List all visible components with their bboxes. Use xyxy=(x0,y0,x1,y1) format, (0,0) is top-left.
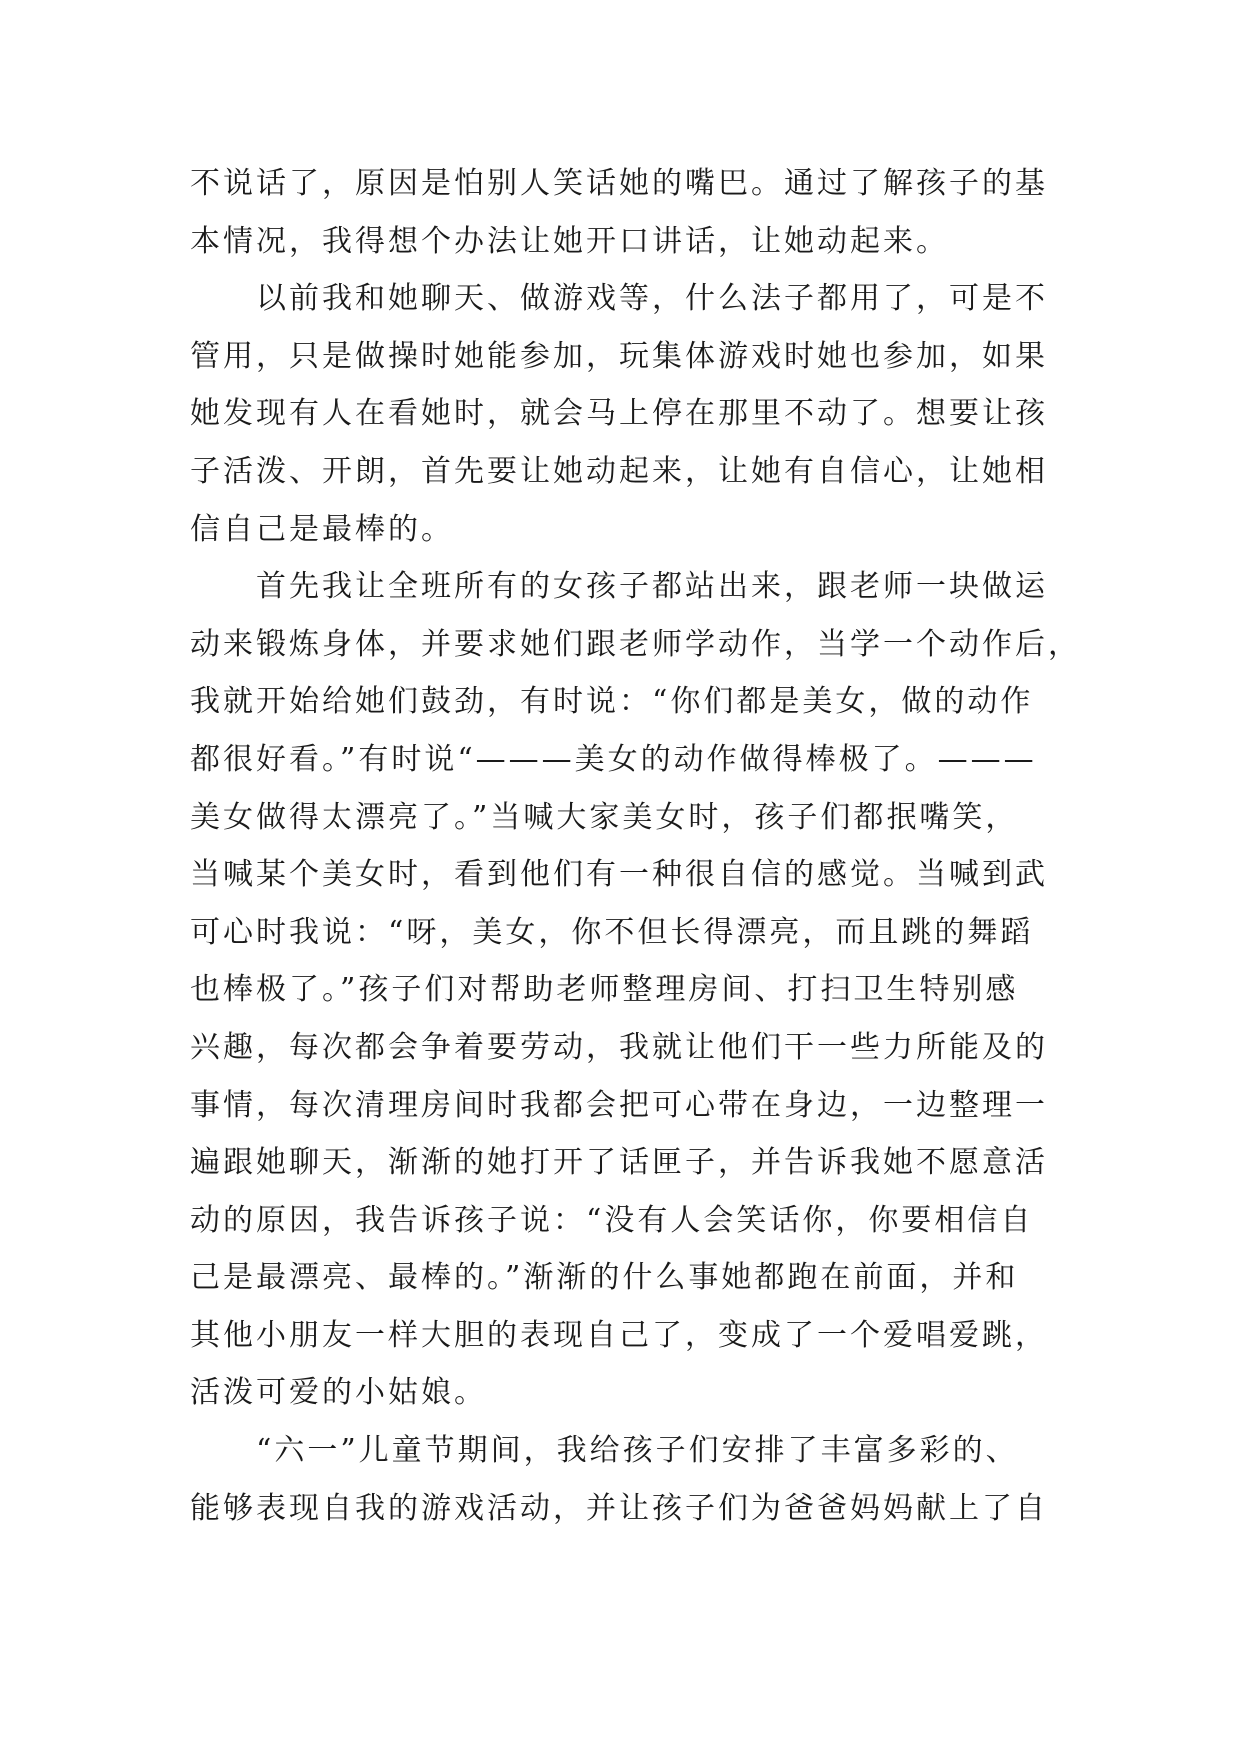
text-line: 也棒极了。”孩子们对帮助老师整理房间、打扫卫生特别感 xyxy=(190,972,1019,1008)
text-line: 遍跟她聊天，渐渐的她打开了话匣子，并告诉我她不愿意活 xyxy=(190,1145,1048,1181)
text-line: 己是最漂亮、最棒的。”渐渐的什么事她都跑在前面，并和 xyxy=(190,1260,1019,1296)
text-line: 动的原因，我告诉孩子说：“没有人会笑话你，你要相信自 xyxy=(190,1202,1034,1238)
paragraph xyxy=(190,558,1081,1422)
text-line: 兴趣，每次都会争着要劳动，我就让他们干一些力所能及的 xyxy=(190,1029,1048,1065)
text-line: 当喊某个美女时，看到他们有一种很自信的感觉。当喊到武 xyxy=(190,857,1048,893)
text-line: 能够表现自我的游戏活动，并让孩子们为爸爸妈妈献上了自 xyxy=(190,1490,1048,1526)
text-line: 都很好看。”有时说“———美女的动作做得棒极了。——— xyxy=(190,741,1037,777)
paragraph xyxy=(190,1422,1050,1537)
text-line: 不说话了，原因是怕别人笑话她的嘴巴。通过了解孩子的基 xyxy=(190,166,1048,201)
text-line: 活泼可爱的小姑娘。 xyxy=(190,1375,487,1411)
text-line: 动来锻炼身体，并要求她们跟老师学动作，当学一个动作后， xyxy=(190,626,1081,662)
text-line: 首先我让全班所有的女孩子都站出来，跟老师一块做运 xyxy=(256,569,1048,605)
paragraph xyxy=(190,155,1050,270)
text-line: 以前我和她聊天、做游戏等，什么法子都用了，可是不 xyxy=(256,281,1048,317)
text-line: 可心时我说：“呀，美女，你不但长得漂亮，而且跳的舞蹈 xyxy=(190,914,1034,950)
paragraph xyxy=(190,270,1050,558)
text-line: 事情，每次清理房间时我都会把可心带在身边，一边整理一 xyxy=(190,1087,1048,1123)
text-line: 管用，只是做操时她能参加，玩集体游戏时她也参加，如果 xyxy=(190,338,1048,374)
text-line: 子活泼、开朗，首先要让她动起来，让她有自信心，让她相 xyxy=(190,453,1048,489)
text-line: 她发现有人在看她时，就会马上停在那里不动了。想要让孩 xyxy=(190,396,1048,432)
text-line: 其他小朋友一样大胆的表现自己了，变成了一个爱唱爱跳， xyxy=(190,1317,1048,1353)
document-body xyxy=(190,155,1081,1537)
text-line: 我就开始给她们鼓劲，有时说：“你们都是美女，做的动作 xyxy=(190,684,1034,720)
text-line: 信自己是最棒的。 xyxy=(190,511,454,547)
text-line: “六一”儿童节期间，我给孩子们安排了丰富多彩的、 xyxy=(256,1433,1019,1469)
text-line: 本情况，我得想个办法让她开口讲话，让她动起来。 xyxy=(190,223,949,259)
text-line: 美女做得太漂亮了。”当喊大家美女时，孩子们都抿嘴笑， xyxy=(190,799,1019,835)
